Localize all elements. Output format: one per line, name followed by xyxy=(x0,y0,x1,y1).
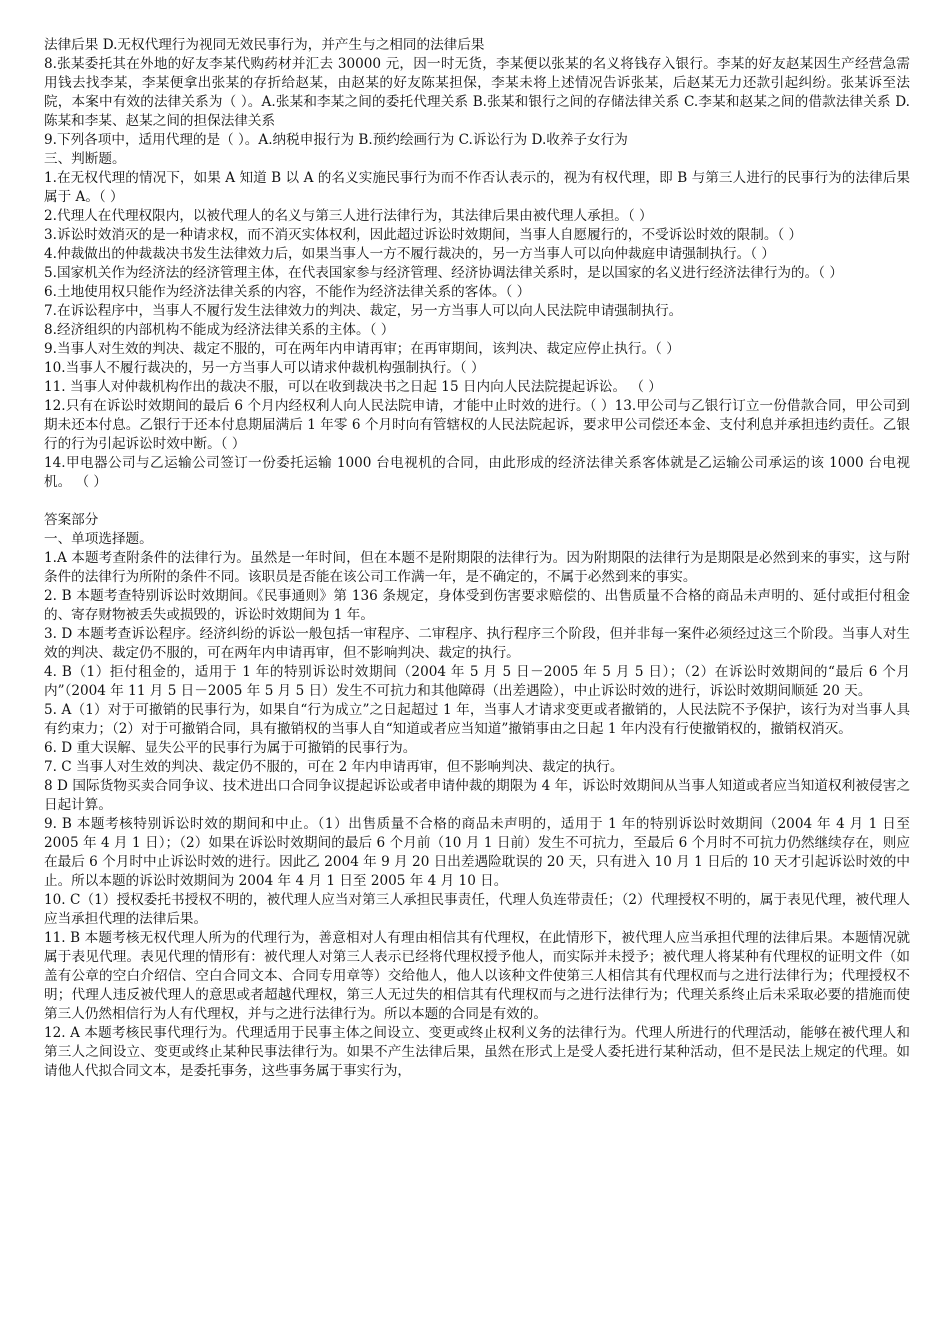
answer-item-7: 7. C 当事人对生效的判决、裁定仍不服的，可在 2 年内申请再审，但不影响判决、裁定的执行。 xyxy=(44,759,624,775)
judgement-item-12-13: 12.只有在诉讼时效期间的最后 6 个月内经权利人向人民法院申请，才能中止时效的进行。（ ）13.甲公司与乙银行订立一份借款合同，甲公司到期未还本付息。乙银行于还本付息期届满后 1 年零 6 个月时向有管辖权的人民法院起诉，要求甲公司偿还本金、支付利息并承担违约责任。乙银行的行为引起诉讼时效中断。（ ） xyxy=(44,398,910,452)
answer-item-12: 12. A 本题考核民事代理行为。代理适用于民事主体之间设立、变更或终止权利义务的法律行为。代理人所进行的代理活动，能够在被代理人和第三人之间设立、变更或终止某种民事法律行为。如果不产生法律后果，虽然在形式上是受人委托进行某种活动，但不是民法上规定的代理。如请他人代拟合同文本，是委托事务，这些事务属于事实行为， xyxy=(44,1025,910,1079)
judgement-item-14: 14.甲电器公司与乙运输公司签订一份委托运输 1000 台电视机的合同，由此形成的经济法律关系客体就是乙运输公司承运的该 1000 台电视机。 （ ） xyxy=(44,455,910,490)
section-heading-judgement: 三、判断题。 xyxy=(44,151,126,167)
section-heading-answers: 答案部分 xyxy=(44,512,99,528)
answer-item-1: 1.A 本题考查附条件的法律行为。虽然是一年时间，但在本题不是附期限的法律行为。因为附期限的法律行为是期限是必然到来的事实，这与附条件的法律行为所附的条件不同。该职员是否能在该公司工作满一年，是不确定的，不属于必然到来的事实。 xyxy=(44,550,910,585)
section-subheading-single-choice: 一、单项选择题。 xyxy=(44,531,153,547)
paragraph-question-7-tail: 法律后果 D.无权代理行为视同无效民事行为，并产生与之相同的法律后果 xyxy=(44,37,485,53)
paragraph-question-9: 9.下列各项中，适用代理的是（ ）。A.纳税申报行为 B.预约绘画行为 C.诉讼行为 D.收养子女行为 xyxy=(44,132,628,148)
judgement-item-5: 5.国家机关作为经济法的经济管理主体，在代表国家参与经济管理、经济协调法律关系时，是以国家的名义进行经济法律行为的。（ ） xyxy=(44,265,843,281)
answer-item-6: 6. D 重大误解、显失公平的民事行为属于可撤销的民事行为。 xyxy=(44,740,417,756)
judgement-item-11: 11. 当事人对仲裁机构作出的裁决不服，可以在收到裁决书之日起 15 日内向人民法院提起诉讼。 （ ） xyxy=(44,379,662,395)
answer-item-11: 11. B 本题考核无权代理人所为的代理行为，善意相对人有理由相信其有代理权，在此情形下，被代理人应当承担代理的法律后果。本题情况就属于表见代理。表见代理的情形有：被代理人对第三人表示已经将代理权授予他人，而实际并未授予；被代理人将某种有代理权的证明文件（如盖有公章的空白介绍信、空白合同文本、合同专用章等）交给他人，他人以该种文件使第三人相信其有代理权而与之进行法律行为；代理授权不明；代理人违反被代理人的意思或者超越代理权，第三人无过失的相信其有代理权而与之进行法律行为；代理关系终止后未采取必要的措施而使第三人仍然相信行为人有代理权，并与之进行法律行为。所以本题的合同是有效的。 xyxy=(44,930,910,1022)
answer-item-2: 2. B 本题考查特别诉讼时效期间。《民事通则》第 136 条规定，身体受到伤害要求赔偿的、出售质量不合格的商品未声明的、延付或拒付租金的、寄存财物被丢失或损毁的，诉讼时效期间为 1 年。 xyxy=(44,588,910,623)
judgement-item-7: 7.在诉讼程序中，当事人不履行发生法律效力的判决、裁定，另一方当事人可以向人民法院申请强制执行。 xyxy=(44,303,683,319)
answer-item-8: 8 D 国际货物买卖合同争议、技术进出口合同争议提起诉讼或者申请仲裁的期限为 4 年，诉讼时效期间从当事人知道或者应当知道权利被侵害之日起计算。 xyxy=(44,778,910,813)
judgement-item-8: 8.经济组织的内部机构不能成为经济法律关系的主体。（ ） xyxy=(44,322,395,338)
judgement-item-4: 4.仲裁做出的仲裁裁决书发生法律效力后，如果当事人一方不履行裁决的，另一方当事人可以向仲裁庭申请强制执行。（ ） xyxy=(44,246,775,262)
judgement-item-10: 10.当事人不履行裁决的，另一方当事人可以请求仲裁机构强制执行。（ ） xyxy=(44,360,485,376)
answer-item-3: 3. D 本题考查诉讼程序。经济纠纷的诉讼一般包括一审程序、二审程序、执行程序三个阶段，但并非每一案件必须经过这三个阶段。当事人对生效的判决、裁定仍不服的，可在两年内申请再审，但不影响判决、裁定的执行。 xyxy=(44,626,910,661)
answer-item-9: 9. B 本题考核特别诉讼时效的期间和中止。（1）出售质量不合格的商品未声明的，适用于 1 年的特别诉讼时效期间（2004 年 4 月 1 日至 2005 年 4 月 1 日）；（2）如果在诉讼时效期间的最后 6 个月前（10 月 1 日前）发生不可抗力，至最后 6 个月时不可抗力仍然继续存在，则应在最后 6 个月时中止诉讼时效的进行。因此乙 2004 年 9 月 20 日出差遇险耽误的 20 天，只有进入 10 月 1 日后的 10 天才引起诉讼时效的中止。所以本题的诉讼时效期间为 2004 年 4 月 1 日至 2005 年 4 月 10 日。 xyxy=(44,816,910,889)
judgement-item-1: 1.在无权代理的情况下，如果 A 知道 B 以 A 的名义实施民事行为而不作否认表示的，视为有权代理，即 B 与第三人进行的民事行为的法律后果属于 A。（ ） xyxy=(44,170,910,205)
judgement-item-3: 3.诉讼时效消灭的是一种请求权，而不消灭实体权利，因此超过诉讼时效期间，当事人自愿履行的，不受诉讼时效的限制。（ ） xyxy=(44,227,803,243)
answer-item-5: 5. A（1）对于可撤销的民事行为，如果自“行为成立”之日起超过 1 年，当事人才请求变更或者撤销的，人民法院不予保护，该行为对当事人具有约束力；（2）对于可撤销合同，具有撤销权的当事人自“知道或者应当知道”撤销事由之日起 1 年内没有行使撤销权的，撤销权消灭。 xyxy=(44,702,910,737)
answer-item-10: 10. C（1）授权委托书授权不明的，被代理人应当对第三人承担民事责任，代理人负连带责任；（2）代理授权不明的，属于表见代理，被代理人应当承担代理的法律后果。 xyxy=(44,892,910,927)
blank-line xyxy=(44,492,910,511)
answer-item-4: 4. B（1）拒付租金的，适用于 1 年的特别诉讼时效期间（2004 年 5 月 5 日－2005 年 5 月 5 日）；（2）在诉讼时效期间的“最后 6 个月内”（2004 年 11 月 5 日－2005 年 5 月 5 日）发生不可抗力和其他障碍（出差遇险），中止诉讼时效的进行，诉讼时效期间顺延 20 天。 xyxy=(44,664,910,699)
judgement-item-6: 6.土地使用权只能作为经济法律关系的内容，不能作为经济法律关系的客体。（ ） xyxy=(44,284,531,300)
paragraph-question-8: 8.张某委托其在外地的好友李某代购药材并汇去 30000 元，因一时无货，李某便以张某的名义将钱存入银行。李某的好友赵某因生产经营急需用钱去找李某，李某便拿出张某的存折给赵某，由赵某的好友陈某担保，李某未将上述情况告诉张某，后赵某无力还款引起纠纷。张某诉至法院，本案中有效的法律关系为（ ）。A.张某和李某之间的委托代理关系 B.张某和银行之间的存储法律关系 C.李某和赵某之间的借款法律关系 D.陈某和李某、赵某之间的担保法律关系 xyxy=(44,56,910,129)
judgement-item-2: 2.代理人在代理权限内，以被代理人的名义与第三人进行法律行为，其法律后果由被代理人承担。（ ） xyxy=(44,208,653,224)
judgement-item-9: 9.当事人对生效的判决、裁定不服的，可在两年内申请再审；在再审期间，该判决、裁定应停止执行。（ ） xyxy=(44,341,680,357)
